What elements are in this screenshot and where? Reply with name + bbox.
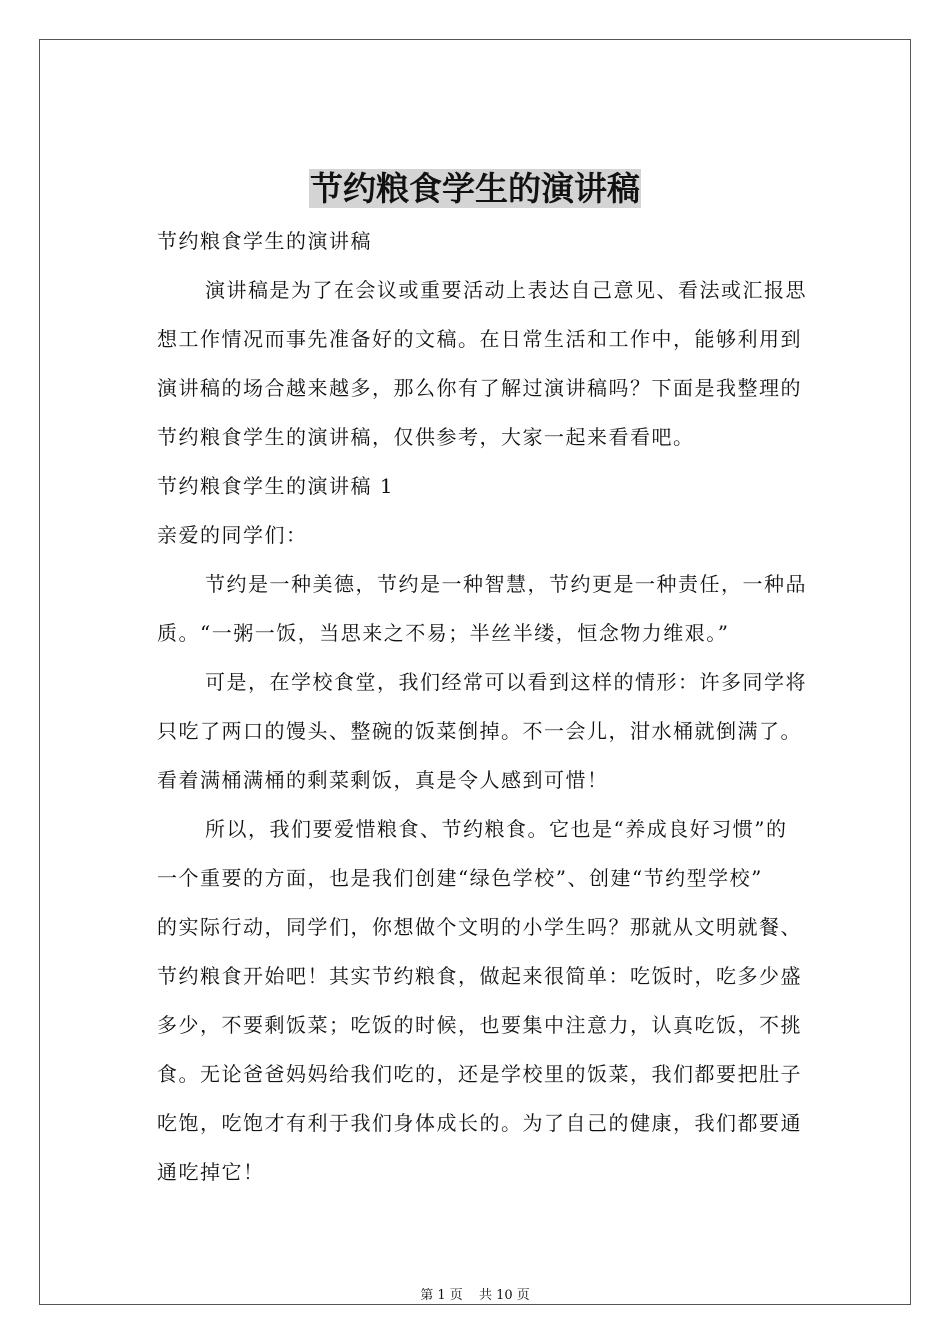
text-line: 演讲稿是为了在会议或重要活动上表达自己意见、看法或汇报思	[205, 278, 807, 302]
text-line: 所以，我们要爱惜粮食、节约粮食。它也是“养成良好习惯”的	[205, 817, 788, 841]
text-line: 吃饱，吃饱才有利于我们身体成长的。为了自己的健康，我们都要通	[157, 1111, 802, 1135]
document-title: 节约粮食学生的演讲稿	[310, 169, 640, 208]
text-line: 可是，在学校食堂，我们经常可以看到这样的情形：许多同学将	[205, 670, 807, 694]
text-line: 一个重要的方面，也是我们创建“绿色学校”、创建“节约型学校”	[157, 866, 763, 890]
text-line: 看着满桶满桶的剩菜剩饭，真是令人感到可惜！	[157, 768, 609, 792]
text-line: 通吃掉它！	[157, 1160, 265, 1184]
document-title-bar	[40, 167, 910, 211]
text-line: 演讲稿的场合越来越多，那么你有了解过演讲稿吗？下面是我整理的	[157, 376, 802, 400]
text-line: 多少，不要剩饭菜；吃饭的时候，也要集中注意力，认真吃饭，不挑	[157, 1013, 802, 1037]
text-line: 只吃了两口的馒头、整碗的饭菜倒掉。不一会儿，泔水桶就倒满了。	[157, 719, 802, 743]
page-footer	[40, 1286, 910, 1306]
text-line: 节约粮食学生的演讲稿 1	[157, 474, 395, 498]
text-line: 亲爱的同学们：	[157, 523, 308, 547]
text-line: 食。无论爸爸妈妈给我们吃的，还是学校里的饭菜，我们都要把肚子	[157, 1062, 802, 1086]
text-line: 节约是一种美德，节约是一种智慧，节约更是一种责任，一种品	[205, 572, 807, 596]
document-page	[39, 39, 911, 1305]
text-line: 想工作情况而事先准备好的文稿。在日常生活和工作中，能够利用到	[157, 327, 802, 351]
page-total: 共 10 页	[478, 1288, 530, 1303]
text-line: 节约粮食学生的演讲稿，仅供参考，大家一起来看看吧。	[157, 425, 695, 449]
text-line: 节约粮食学生的演讲稿	[157, 229, 372, 253]
text-line: 质。“一粥一饭，当思来之不易；半丝半缕，恒念物力维艰。”	[157, 621, 730, 645]
page-number: 第 1 页	[420, 1288, 463, 1303]
document-body	[157, 217, 874, 1197]
text-line: 的实际行动，同学们，你想做个文明的小学生吗？那就从文明就餐、	[157, 915, 802, 939]
text-line: 节约粮食开始吧！其实节约粮食，做起来很简单：吃饭时，吃多少盛	[157, 964, 802, 988]
